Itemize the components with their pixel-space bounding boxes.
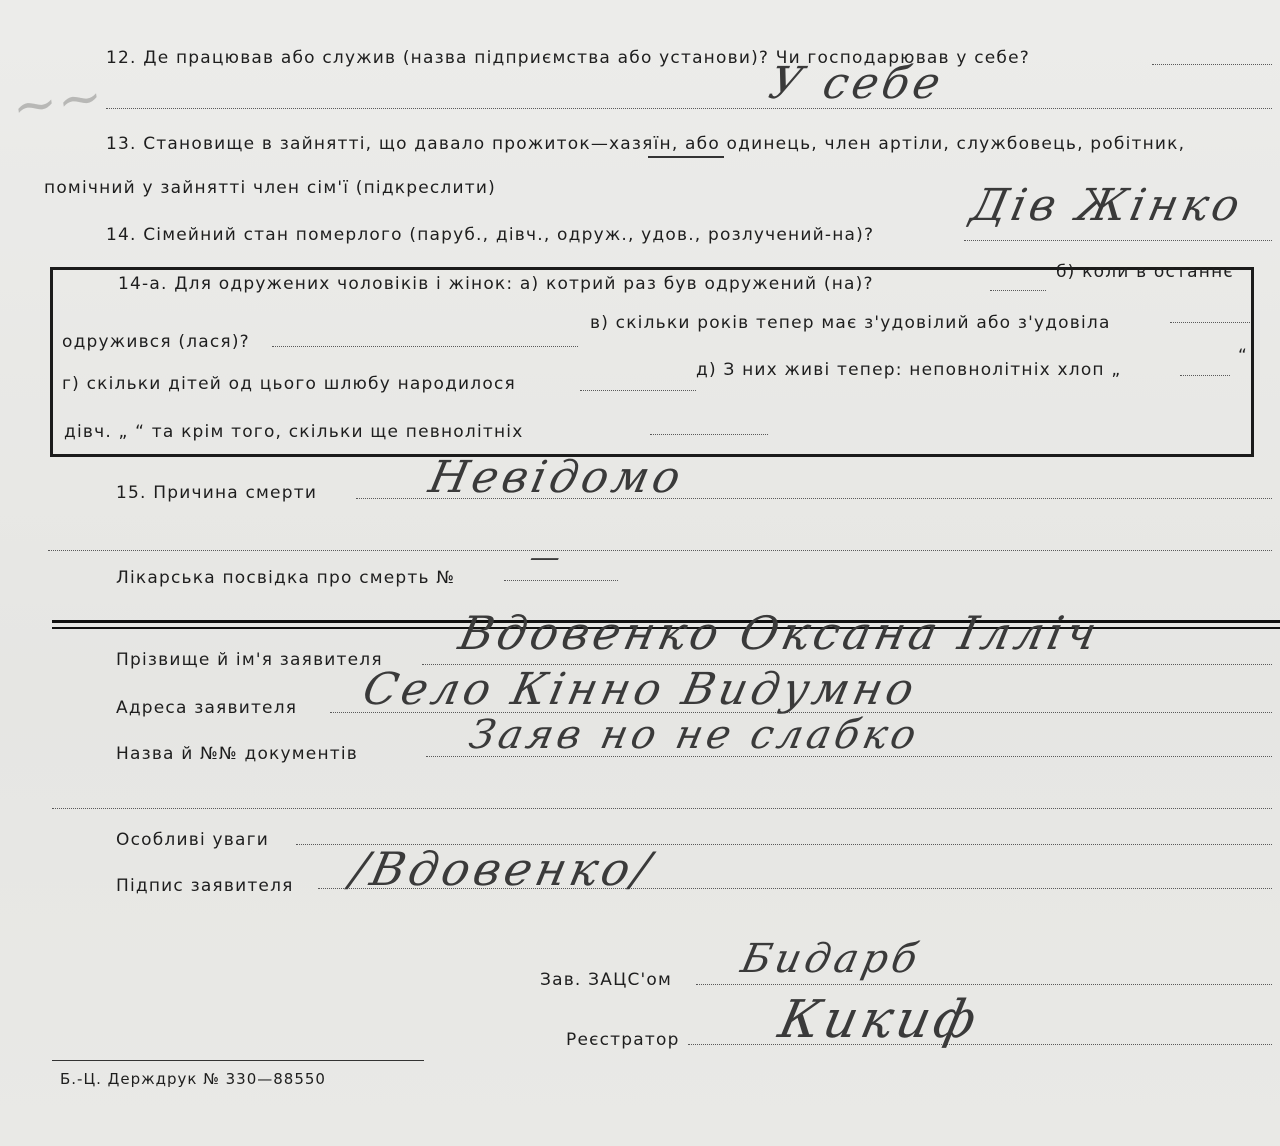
- q13-label-line2: помічний у зайнятті член сім'ї (підкреслити): [44, 178, 496, 198]
- q14-label: 14. Сімейний стан померлого (паруб., дівч., одруж., удов., розлучений-на)?: [106, 225, 875, 245]
- head-signature: Бидарб: [737, 936, 926, 982]
- q13-label-line1: 13. Становище в зайнятті, що давало прожиток—хазяїн, або одинець, член артіли, службовець, робітник,: [106, 134, 1186, 154]
- q14a-line2-fill-b: [1170, 322, 1250, 323]
- q14a-line2a: одружився (лася)?: [62, 332, 250, 352]
- medical-answer-line: [504, 580, 618, 581]
- q13-underline-hazyain: [648, 156, 724, 158]
- head-label: Зав. ЗАЦС'ом: [540, 970, 673, 990]
- q14a-line2b: в) скільки років тепер має з'удовілий або з'удовіла: [590, 313, 1111, 333]
- q14a-line3-fill-b: [1180, 375, 1230, 376]
- bleed-through-mark: ~~: [8, 64, 107, 139]
- applicant-notes-label: Особливі уваги: [116, 830, 269, 850]
- printer-info: Б.-Ц. Держдрук № 330—88550: [60, 1070, 326, 1088]
- q14a-line1b: б) коли в останнє: [1056, 262, 1234, 282]
- q14a-line1-fill: [990, 290, 1046, 291]
- applicant-docs-value: Заяв но не слабко: [465, 712, 925, 758]
- applicant-docs-line-2: [52, 808, 1272, 809]
- registrar-signature: Кикиф: [773, 990, 986, 1050]
- q14a-line1: 14-а. Для одружених чоловіків і жінок: а) котрий раз був одружений (на)?: [118, 274, 874, 294]
- q14a-line3-fill: [580, 390, 696, 391]
- q14a-line3b: д) З них живі тепер: неповнолітніх хлоп „: [696, 360, 1122, 380]
- registrar-label: Реєстратор: [566, 1030, 680, 1050]
- q15-label: 15. Причина смерти: [116, 483, 318, 503]
- applicant-address-label: Адреса заявителя: [116, 698, 298, 718]
- q14a-line3c: “: [1238, 346, 1249, 366]
- medical-label: Лікарська посвідка про смерть №: [116, 568, 456, 588]
- q14a-line3a: г) скільки дітей од цього шлюбу народилося: [62, 374, 516, 394]
- footer-rule: [52, 1060, 424, 1061]
- q14a-line4: дівч. „ “ та крім того, скільки ще певнолітніх: [64, 422, 524, 442]
- q14a-line2-fill-a: [272, 346, 578, 347]
- q15-answer: Невідомо: [424, 452, 689, 503]
- q14a-line4-fill: [650, 434, 768, 435]
- q14-answer: Дів Жінко: [966, 180, 1249, 231]
- head-line: [696, 984, 1272, 985]
- applicant-name-label: Прізвище й ім'я заявителя: [116, 650, 383, 670]
- applicant-address-value: Село Кінно Видумно: [358, 664, 923, 715]
- q12-answer-line: [106, 108, 1272, 109]
- applicant-signature-value: /Вдовенко/: [346, 842, 659, 896]
- q14-answer-line: [964, 240, 1272, 241]
- applicant-name-value: Вдовенко Оксана Ілліч: [454, 606, 1106, 660]
- q12-fill-line: [1152, 64, 1272, 65]
- medical-answer: —: [526, 540, 568, 575]
- q15-answer-line-2: [48, 550, 1272, 551]
- q12-answer: У себе: [764, 58, 949, 109]
- q12-label: 12. Де працював або служив (назва підприємства або установи)? Чи господарював у себе?: [106, 48, 1030, 68]
- applicant-signature-label: Підпис заявителя: [116, 876, 294, 896]
- applicant-docs-label: Назва й №№ документів: [116, 744, 359, 764]
